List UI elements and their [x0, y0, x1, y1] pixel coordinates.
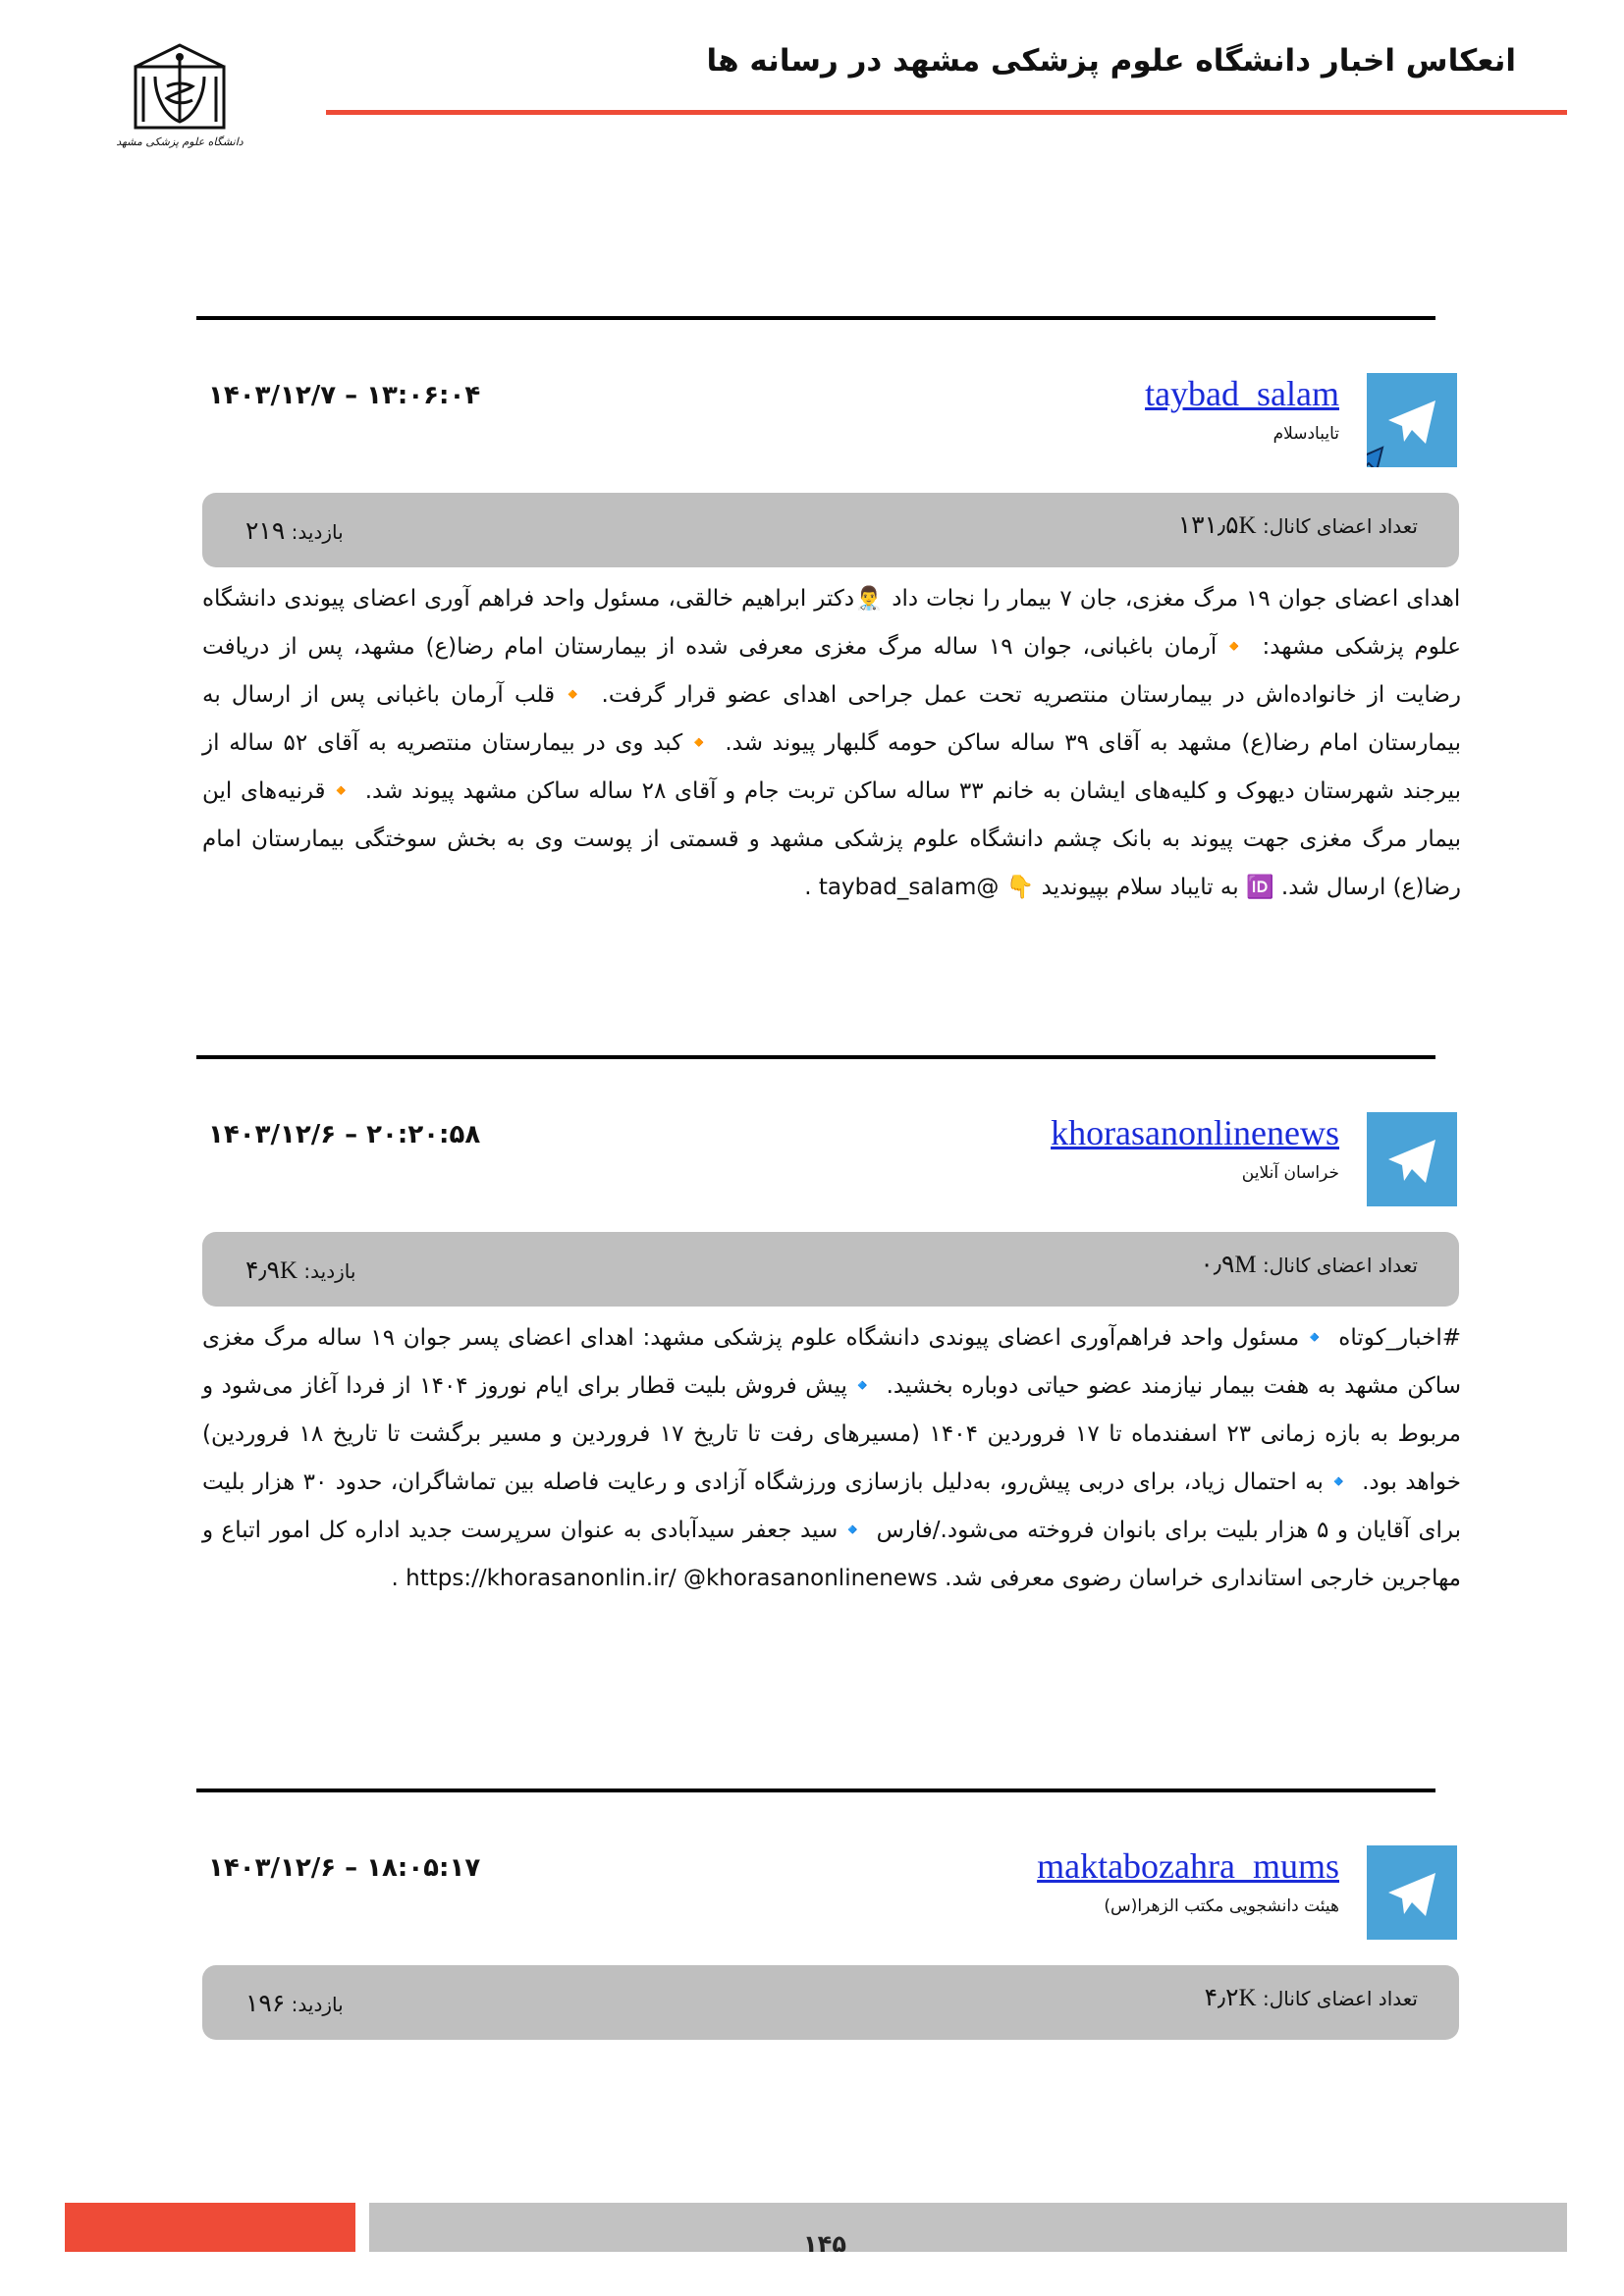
post-separator: [196, 1055, 1435, 1059]
university-logo: [116, 37, 244, 163]
post-datetime: ۱۴۰۳/۱۲/۶ – ۲۰:۲۰:۵۸: [208, 1120, 481, 1149]
post-text: #اخبار_کوتاه 🔹مسئول واحد فراهم‌آوری اعضای پیوندی دانشگاه علوم پزشکی مشهد: اهدای اعضای پسر جوان ۱۹ ساله مرگ مغزی ساکن مشهد به هفت بیمار نیازمند عضو حیاتی دوباره بخشید. 🔹پیش فروش بلیت قطار برای ایام نوروز ۱۴۰۴ از فردا آغاز می‌شود و مربوط به بازه زمانی ۲۳ اسفندماه تا ۱۷ فروردین ۱۴۰۴ (مسیرهای رفت تا تاریخ ۱۷ فروردین و مسیر برگشت تا تاریخ ۱۸ فروردین) خواهد بود. 🔹به احتمال زیاد، برای دربی پیش‌رو، به‌دلیل بازسازی ورزشگاه آزادی و رعایت فاصله بین تماشاگران، حدود ۳۰ هزار بلیت برای آقایان و ۵ هزار بلیت برای بانوان فروخته می‌شود./فارس 🔹سید جعفر سیدآبادی به عنوان سرپرست جدید اداره کل امور اتباع و مهاجرین خارجی استانداری خراسان رضوی معرفی شد. https://khorasanonlin.ir/ @khorasanonlinenews .: [202, 1325, 1462, 1591]
members-value: ۱۳۱٫۵K: [1177, 512, 1257, 539]
views-value: ۱۹۶: [245, 1991, 286, 2017]
footer-accent-bar: [65, 2203, 355, 2252]
footer-bar: [369, 2203, 1567, 2252]
page-header-title: انعکاس اخبار دانشگاه علوم پزشکی مشهد در رسانه ها: [706, 43, 1516, 79]
logo-caption: دانشگاه علوم پزشکی مشهد: [116, 135, 244, 148]
telegram-icon: [1367, 373, 1457, 467]
channel-name: خراسان آنلاین: [1241, 1163, 1339, 1183]
channel-link[interactable]: taybad_salam: [1145, 374, 1339, 413]
views-count: [245, 516, 344, 546]
telegram-icon: [1367, 1845, 1457, 1940]
post-separator: [196, 1789, 1435, 1792]
post-card: [196, 316, 1473, 984]
stats-bar: [202, 493, 1459, 567]
views-count: [245, 1255, 355, 1285]
members-count: [1178, 510, 1418, 540]
views-label: بازدید:: [291, 1993, 344, 2016]
members-value: ۰٫۹M: [1200, 1252, 1257, 1278]
views-label: بازدید:: [291, 520, 344, 544]
telegram-icon: [1367, 1112, 1457, 1206]
views-value: ۲۱۹: [245, 518, 286, 545]
views-count: [245, 1989, 344, 2018]
post-datetime: ۱۴۰۳/۱۲/۶ – ۱۸:۰۵:۱۷: [208, 1853, 481, 1883]
stats-bar: [202, 1965, 1459, 2040]
members-label: تعداد اعضای کانال:: [1262, 1987, 1418, 2010]
members-label: تعداد اعضای کانال:: [1262, 514, 1418, 538]
channel-link[interactable]: maktabozahra_mums: [1037, 1846, 1339, 1886]
post-separator: [196, 316, 1435, 320]
stats-bar: [202, 1232, 1459, 1307]
post-text: اهدای اعضای جوان ۱۹ مرگ مغزی، جان ۷ بیمار را نجات داد 👨‍⚕️دکتر ابراهیم خالقی، مسئول واحد فراهم آوری اعضای پیوندی دانشگاه علوم پزشکی مشهد: 🔸آرمان باغبانی، جوان ۱۹ ساله مرگ مغزی معرفی شده از بیمارستان امام رضا(ع) مشهد، پس از دریافت رضایت از خانواده‌اش در بیمارستان منتصریه تحت عمل جراحی اهدای عضو قرار گرفت. 🔸قلب آرمان باغبانی پس از ارسال به بیمارستان امام رضا(ع) مشهد به آقای ۳۹ ساله ساکن حومه گلبهار پیوند شد. 🔸کبد وی در بیمارستان منتصریه به آقای ۵۲ ساله از بیرجند شهرستان دیهوک و کلیه‌های ایشان به خانم ۳۳ ساله ساکن تربت جام و آقای ۲۸ ساله ساکن مشهد پیوند شد. 🔸قرنیه‌های این بیمار مرگ مغزی جهت پیوند به بانک چشم دانشگاه علوم پزشکی مشهد و قسمتی از پوست وی به بخش سوختگی بیمارستان امام رضا(ع) ارسال شد. 🆔 به تایباد سلام بپیوندید 👇 @taybad_salam .: [202, 586, 1462, 900]
views-label: بازدید:: [303, 1259, 356, 1283]
post-card: [196, 1055, 1473, 1703]
channel-name: تایبادسلام: [1272, 424, 1339, 444]
members-label: تعداد اعضای کانال:: [1262, 1254, 1418, 1277]
post-datetime: ۱۴۰۳/۱۲/۷ – ۱۳:۰۶:۰۴: [208, 381, 481, 410]
members-value: ۴٫۲K: [1204, 1985, 1257, 2011]
channel-link[interactable]: khorasanonlinenews: [1051, 1113, 1339, 1152]
page-number: ۱۴۵: [803, 2230, 846, 2258]
members-count: [1205, 1983, 1418, 2012]
views-value: ۴٫۹K: [245, 1257, 298, 1284]
post-card: [196, 1789, 1473, 2083]
channel-name: هیئت دانشجویی مکتب الزهرا(س): [1104, 1896, 1339, 1916]
members-count: [1200, 1250, 1418, 1279]
header-divider: [326, 110, 1567, 115]
